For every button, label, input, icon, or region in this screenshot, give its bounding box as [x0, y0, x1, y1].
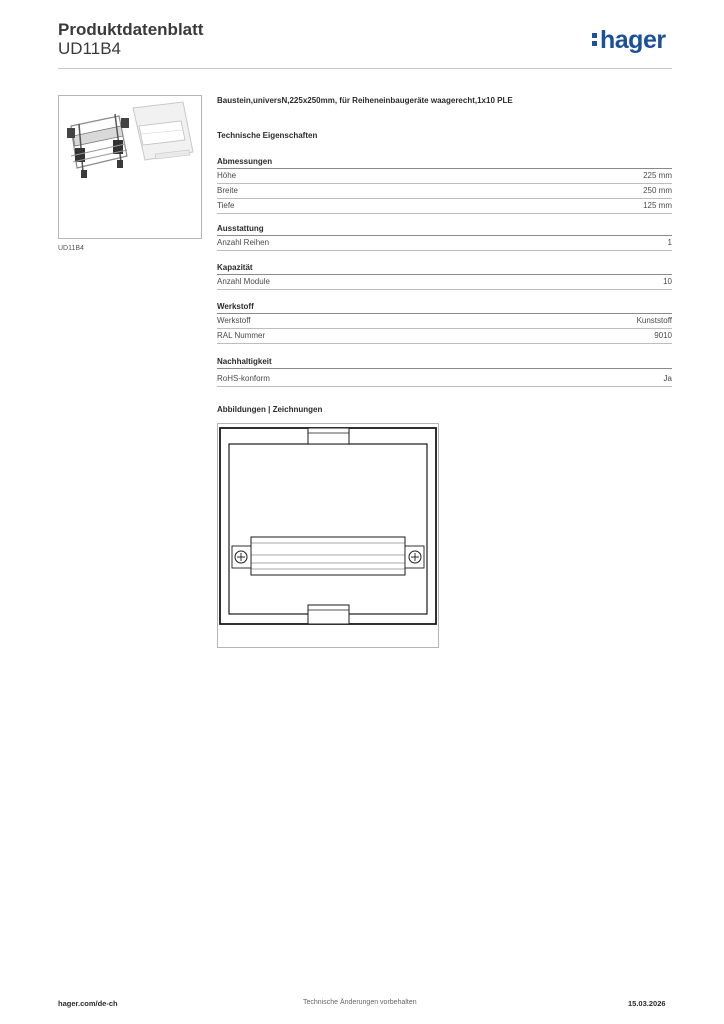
hager-logo[interactable]	[592, 26, 666, 55]
page-title: Produktdatenblatt	[58, 20, 204, 39]
header-divider	[58, 68, 672, 69]
product-code: UD11B4	[58, 39, 121, 58]
row-label: Anzahl Module	[217, 277, 270, 286]
row-label: Werkstoff	[217, 316, 251, 325]
section-title: Abmessungen	[217, 155, 672, 169]
table-row	[217, 329, 672, 344]
section-title: Ausstattung	[217, 222, 672, 236]
table-row	[217, 199, 672, 214]
table-row	[217, 275, 672, 290]
table-row	[217, 184, 672, 199]
row-value: Ja	[663, 374, 672, 383]
table-row	[217, 169, 672, 184]
technical-drawing-image	[218, 424, 438, 647]
row-label: RAL Nummer	[217, 331, 266, 340]
row-value: 10	[663, 277, 672, 286]
tech-properties-title: Technische Eigenschaften	[217, 131, 318, 140]
row-value: 125 mm	[643, 201, 672, 210]
footer-website-link[interactable]: hager.com/de-ch	[58, 999, 118, 1008]
row-label: Höhe	[217, 171, 237, 180]
section-werkstoff	[217, 300, 672, 344]
row-value: 9010	[654, 331, 672, 340]
row-label: RoHS-konform	[217, 374, 270, 383]
table-row	[217, 236, 672, 251]
table-row	[217, 372, 672, 387]
photo-caption: UD11B4	[58, 245, 84, 252]
row-value: 250 mm	[643, 186, 672, 195]
section-ausstattung	[217, 222, 672, 251]
product-description: Baustein,universN,225x250mm, für Reiheneinbaugeräte waagerecht,1x10 PLE	[217, 96, 513, 105]
section-title: Nachhaltigkeit	[217, 355, 672, 369]
section-title: Werkstoff	[217, 300, 672, 314]
row-label: Breite	[217, 186, 238, 195]
logo-text: hager	[600, 26, 666, 54]
section-abmessungen	[217, 155, 672, 214]
row-value: Kunststoff	[636, 316, 672, 325]
logo-colon-icon	[592, 33, 598, 48]
footer-note: Technische Änderungen vorbehalten	[303, 999, 417, 1006]
row-label: Tiefe	[217, 201, 235, 210]
drawings-title: Abbildungen | Zeichnungen	[217, 405, 323, 414]
row-label: Anzahl Reihen	[217, 238, 270, 247]
row-value: 225 mm	[643, 171, 672, 180]
section-title: Kapazität	[217, 261, 672, 275]
technical-drawing	[217, 423, 439, 648]
product-photo	[58, 95, 202, 239]
table-row	[217, 314, 672, 329]
section-kapazitaet	[217, 261, 672, 290]
section-nachhaltigkeit	[217, 355, 672, 387]
footer-date: 15.03.2026	[628, 999, 666, 1008]
row-value: 1	[667, 238, 672, 247]
product-photo-image	[59, 96, 201, 238]
